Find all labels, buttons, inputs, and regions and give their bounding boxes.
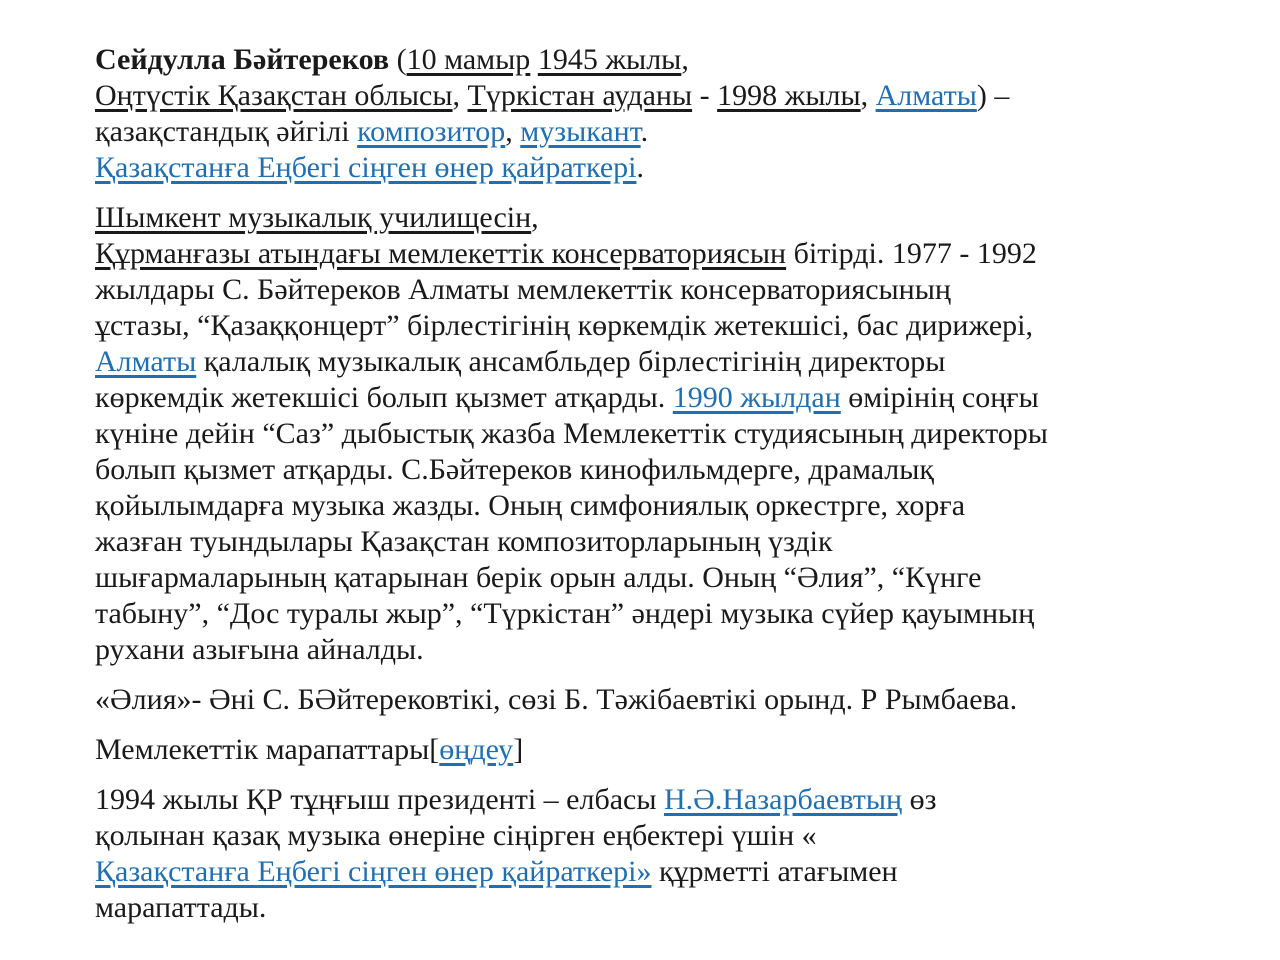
- death-year-link[interactable]: 1998 жылы: [717, 79, 861, 112]
- text-fragment: бітірді. 1977 - 1992: [786, 237, 1037, 270]
- bio-line-11: шығармаларының қатарынан берік орын алды. Оның “Әлия”, “Күнге: [95, 561, 982, 594]
- bio-line-8: болып қызмет атқарды. С.Бәйтереков кинофильмдерге, драмалық: [95, 453, 935, 486]
- song-credit-line: «Әлия»- Әні С. БӘйтерековтікі, сөзі Б. Тәжібаевтікі орынд. Р Рымбаева.: [95, 683, 1018, 716]
- birth-year-link[interactable]: 1945 жылы: [537, 43, 682, 76]
- biography-paragraph: [95, 200, 1275, 668]
- awards-line-3: [95, 854, 1275, 890]
- text-fragment: өмірінің соңғы: [840, 381, 1039, 414]
- text-fragment: ) –: [976, 79, 1010, 112]
- bio-line-7: күніне дейін “Саз” дыбыстық жазба Мемлекеттік студиясының директоры: [95, 417, 1048, 450]
- music-school-link[interactable]: Шымкент музыкалық училищесін: [95, 201, 532, 234]
- awards-heading-paragraph: [95, 732, 1275, 768]
- text-fragment: .: [640, 115, 649, 148]
- awards-heading-text: Мемлекеттік марапаттары[: [95, 733, 440, 766]
- composer-link[interactable]: композитор: [357, 115, 506, 148]
- bio-line-1: [95, 200, 1275, 236]
- text-fragment: 1994 жылы ҚР тұңғыш президенті – елбасы: [95, 783, 664, 816]
- awards-line-4: марапаттады.: [95, 891, 267, 924]
- text-fragment: ,: [681, 43, 689, 76]
- text-fragment: ,: [505, 115, 521, 148]
- text-fragment: ,: [452, 79, 468, 112]
- bio-line-12: табыну”, “Дос туралы жыр”, “Түркістан” әндері музыка сүйер қауымның: [95, 597, 1035, 630]
- awards-paragraph: [95, 782, 1275, 926]
- text-fragment: ]: [513, 733, 524, 766]
- text-fragment: .: [636, 151, 644, 184]
- bio-line-13: рухани азығына айналды.: [95, 633, 424, 666]
- intro-line-1: [95, 42, 1275, 78]
- text-fragment: құрметті атағымен: [651, 855, 898, 888]
- bio-line-2: [95, 236, 1275, 272]
- intro-line-4: [95, 150, 1275, 186]
- region-link[interactable]: Оңтүстік Қазақстан облысы: [95, 79, 453, 112]
- text-fragment: ,: [860, 79, 876, 112]
- text-fragment: -: [692, 79, 718, 112]
- text-fragment: [530, 43, 538, 76]
- person-name: Сейдулла Бәйтереков: [95, 43, 390, 76]
- bio-line-10: жазған туындылары Қазақстан композиторларының үздік: [95, 525, 833, 558]
- honored-title-link[interactable]: Қазақстанға Еңбегі сіңген өнер қайраткері»: [95, 855, 652, 888]
- text-fragment: қалалық музыкалық ансамбльдер бірлестігінің директоры: [196, 345, 946, 378]
- intro-line-2: [95, 78, 1275, 114]
- bio-line-5: [95, 344, 1275, 380]
- bio-line-4: ұстазы, “Қазаққонцерт” бірлестігінің көркемдік жетекшісі, бас дирижері,: [95, 309, 1033, 342]
- almaty-link-2[interactable]: Алматы: [95, 345, 197, 378]
- awards-line-1: [95, 782, 1275, 818]
- honored-artist-link[interactable]: Қазақстанға Еңбегі сіңген өнер қайраткері: [95, 151, 637, 184]
- bio-line-6: [95, 380, 1275, 416]
- intro-line-3: [95, 114, 1275, 150]
- musician-link[interactable]: музыкант: [520, 115, 641, 148]
- bio-line-3: жылдары С. Бәйтереков Алматы мемлекеттік консерваториясының: [95, 273, 951, 306]
- year-1990-link[interactable]: 1990 жылдан: [672, 381, 841, 414]
- edit-link[interactable]: өңдеу: [439, 733, 514, 766]
- awards-line-2: қолынан қазақ музыка өнеріне сіңірген еңбектері үшін «: [95, 819, 817, 852]
- text-fragment: өз: [902, 783, 937, 816]
- conservatory-link[interactable]: Құрманғазы атындағы мемлекеттік консерваториясын: [95, 237, 787, 270]
- bio-line-9: қойылымдарға музыка жазды. Оның симфониялық оркестрге, хорға: [95, 489, 966, 522]
- text-fragment: көркемдік жетекшісі болып қызмет атқарды.: [95, 381, 673, 414]
- district-link[interactable]: Түркістан ауданы: [467, 79, 693, 112]
- president-link[interactable]: Н.Ә.Назарбаевтың: [664, 783, 903, 816]
- text-fragment: қазақстандық әйгілі: [95, 115, 358, 148]
- text-fragment: (: [389, 43, 407, 76]
- song-credit-paragraph: [95, 682, 1275, 718]
- intro-paragraph: [95, 42, 1275, 186]
- awards-heading: [95, 732, 1275, 768]
- text-fragment: ,: [531, 201, 539, 234]
- almaty-link[interactable]: Алматы: [875, 79, 977, 112]
- birth-date-link[interactable]: 10 мамыр: [406, 43, 531, 76]
- article-body: [95, 42, 1275, 940]
